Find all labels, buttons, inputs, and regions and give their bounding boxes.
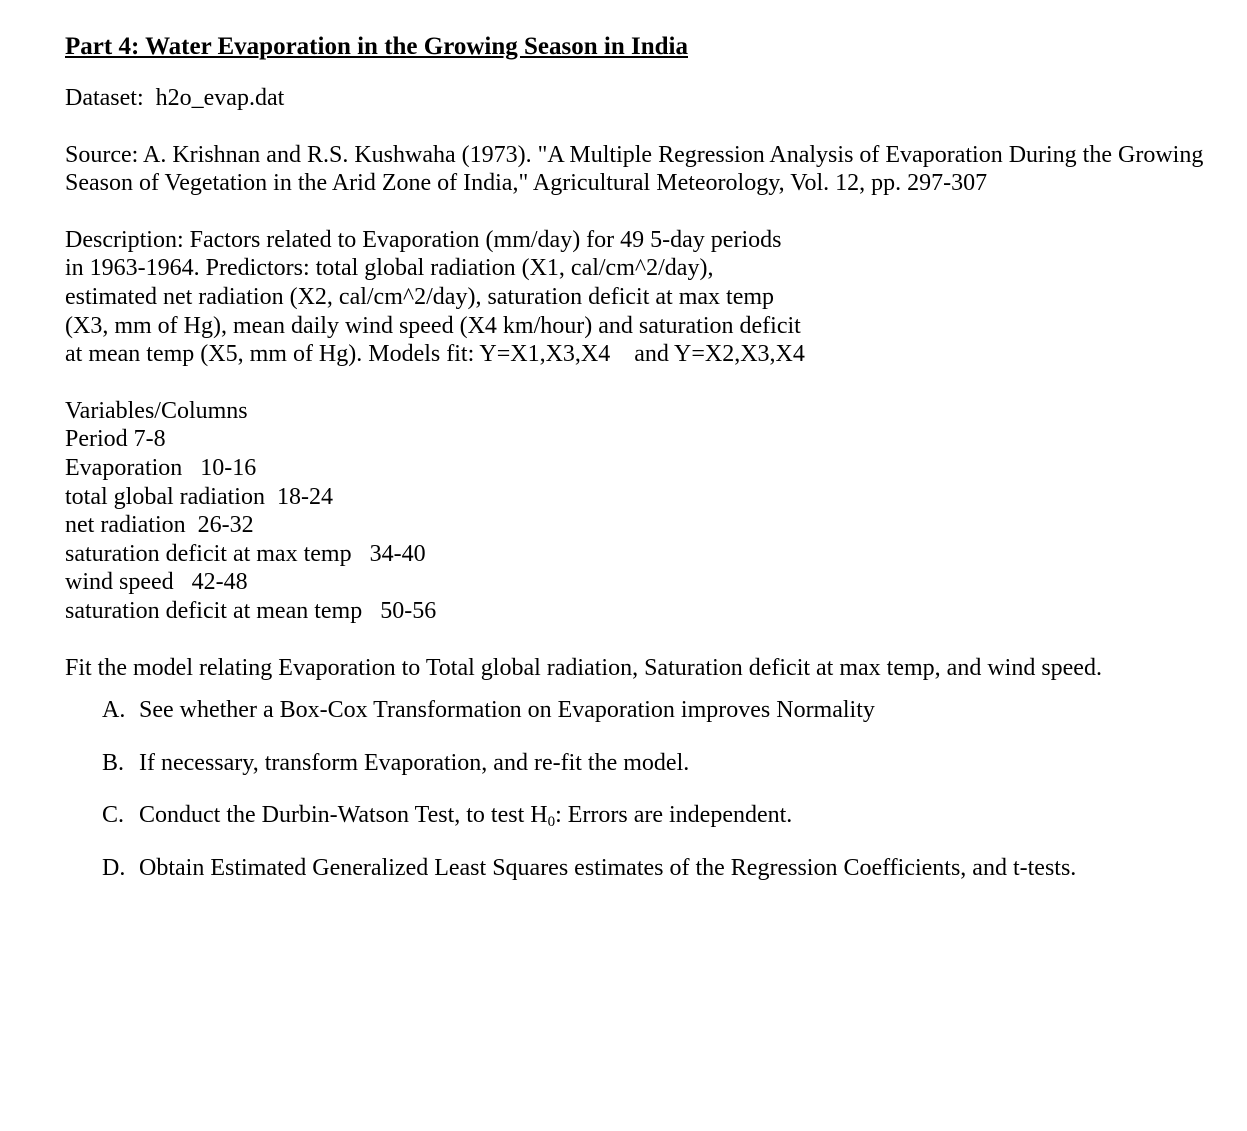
task-text-post: : Errors are independent. [555,802,793,829]
source-citation: Source: A. Krishnan and R.S. Kushwaha (1973). "A Multiple Regression Analysis of Evaporation During the Growing Season of Vegetation in the Arid Zone of India," Agricultural Meteorology, Vol. 12, pp. 297-307 [65,141,1204,197]
variables-heading: Variables/Columns [65,397,248,424]
description-line: estimated net radiation (X2, cal/cm^2/day), saturation deficit at max temp [65,283,775,310]
task-item [102,749,1225,778]
dataset-line: Dataset: h2o_evap.dat [65,85,285,111]
task-list [65,696,1225,882]
task-item [102,696,1225,725]
task-letter: C. [102,802,125,829]
document-page [65,30,1225,906]
task-item [102,854,1225,883]
description-line: Description: Factors related to Evaporation (mm/day) for 49 5-day periods [65,226,782,253]
variable-line: saturation deficit at mean temp 50-56 [65,597,437,624]
description-line: in 1963-1964. Predictors: total global radiation (X1, cal/cm^2/day), [65,255,714,282]
variable-line: wind speed 42-48 [65,569,248,596]
variable-line: net radiation 26-32 [65,512,254,539]
description-line: at mean temp (X5, mm of Hg). Models fit: Y=X1,X3,X4 and Y=X2,X3,X4 [65,341,805,368]
variable-line: total global radiation 18-24 [65,483,333,510]
description-line: (X3, mm of Hg), mean daily wind speed (X4 km/hour) and saturation deficit [65,312,801,339]
page-title: Part 4: Water Evaporation in the Growing Season in India [65,33,688,60]
task-text: If necessary, transform Evaporation, and re-fit the model. [139,749,690,776]
task-letter: A. [102,697,126,724]
task-text: Obtain Estimated Generalized Least Squares estimates of the Regression Coefficients, and t-tests. [139,854,1077,881]
task-text [139,801,792,830]
variable-line: saturation deficit at max temp 34-40 [65,540,426,567]
task-item [102,801,1225,830]
fit-instruction: Fit the model relating Evaporation to Total global radiation, Saturation deficit at max temp, and wind speed. [65,654,1102,681]
task-letter: D. [102,854,126,881]
description-block [65,226,1225,369]
task-letter: B. [102,749,125,776]
variables-block [65,397,1225,626]
task-text-pre: Conduct the Durbin-Watson Test, to test H [139,802,548,829]
variable-line: Evaporation 10-16 [65,454,257,481]
task-text: See whether a Box-Cox Transformation on Evaporation improves Normality [139,697,875,724]
h-subscript: 0 [547,814,556,831]
variable-line: Period 7-8 [65,426,166,453]
